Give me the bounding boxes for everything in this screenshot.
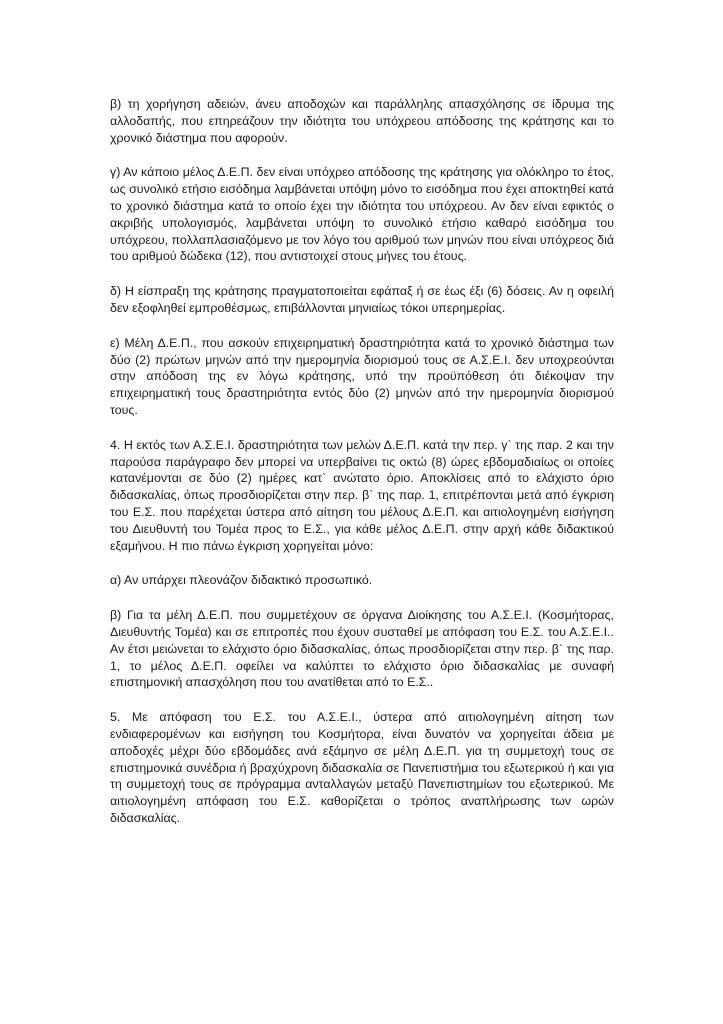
paragraph-delta-collection: δ) Η είσπραξη της κράτησης πραγματοποιείται εφάπαξ ή σε έως έξι (6) δόσεις. Αν η οφειλή δεν εξοφληθεί εμπροθέσμως, επιβάλλονται μηνιαίως τόκοι υπερημερίας.: [110, 284, 614, 315]
paragraph-beta-administration: β) Για τα μέλη Δ.Ε.Π. που συμμετέχουν σε όργανα Διοίκησης του Α.Σ.Ε.Ι. (Κοσμήτορας, Διευθυντής Τομέα) και σε επιτροπές που έχουν συσταθεί με απόφαση του Ε.Σ. του Α.Σ.Ε.Ι.. Αν έτσι μειώνεται το ελάχιστο όριο διδασκαλίας, όπως προσδιορίζεται στην περ. β` της παρ. 1, το μέλος Δ.Ε.Π. οφείλει να καλύπτει το ελάχιστο όριο διδασκαλίας με συναφή επιστημονική απασχόληση που του ανατίθεται από το Ε.Σ..: [110, 608, 614, 690]
document-page: [110, 96, 614, 827]
paragraph-epsilon-business: ε) Μέλη Δ.Ε.Π., που ασκούν επιχειρηματική δραστηριότητα κατά το χρονικό διάστημα των δύο (2) πρώτων μηνών από την ημερομηνία διορισμού τους σε Α.Σ.Ε.Ι. δεν υποχρεούνται στην απόδοση της εν λόγω κράτησης, υπό την προϋπόθεση ότι διέκοψαν την επιχειρηματική τους δραστηριότητα εντός δύο (2) μηνών από την ημερομηνία διορισμού τους.: [110, 335, 614, 417]
paragraph-beta-leave: β) τη χορήγηση αδειών, άνευ αποδοχών και παράλληλης απασχόλησης σε ίδρυμα της αλλοδαπής, που επηρεάζουν την ιδιότητα του υπόχρεου απόδοσης της κράτησης και το χρονικό διάστημα που αφορούν.: [110, 97, 614, 145]
paragraph-5-paid-leave: 5. Με απόφαση του Ε.Σ. του Α.Σ.Ε.Ι., ύστερα από αιτιολογημένη αίτηση των ενδιαφερομένων και εισήγηση του Κοσμήτορα, είναι δυνατόν να χορηγείται άδεια με αποδοχές μέχρι δύο εβδομάδες ανά εξάμηνο σε μέλη Δ.Ε.Π. για τη συμμετοχή τους σε επιστημονικά συνέδρια ή βραχύχρονη διδασκαλία σε Πανεπιστήμια του εξωτερικού ή και για τη συμμετοχή τους σε πρόγραμμα ανταλλαγών μεταξύ Πανεπιστημίων του εξωτερικού. Με αιτιολογημένη απόφαση του Ε.Σ. καθορίζεται ο τρόπος αναπλήρωσης των ωρών διδασκαλίας.: [110, 710, 614, 825]
paragraph-alpha-surplus-staff: α) Αν υπάρχει πλεονάζον διδακτικό προσωπικό.: [110, 573, 373, 588]
paragraph-gamma-income: γ) Αν κάποιο μέλος Δ.Ε.Π. δεν είναι υπόχρεο απόδοσης της κράτησης για ολόκληρο το έτος, ως συνολικό ετήσιο εισόδημα λαμβάνεται υπόψη μόνο το εισόδημα που έχει αποκτηθεί κατά το χρονικό διάστημα κατά το οποίο έχει την ιδιότητα του υπόχρεου. Αν δεν είναι εφικτός ο ακριβής υπολογισμός, λαμβάνεται υπόψη το συνολικό ετήσιο καθαρό εισόδημα του υπόχρεου, πολλαπλασιαζόμενο με τον λόγο του αριθμού των μηνών που είναι υπόχρεος διά του αριθμού δώδεκα (12), που αντιστοιχεί στους μήνες του έτους.: [110, 165, 614, 264]
paragraph-4-outside-activity: 4. Η εκτός των Α.Σ.Ε.Ι. δραστηριότητα των μελών Δ.Ε.Π. κατά την περ. γ` της παρ. 2 και την παρούσα παράγραφο δεν μπορεί να υπερβαίνει τις οκτώ (8) ώρες εβδομαδιαίως οι οποίες κατανέμονται σε δύο (2) ημέρες κατ` ανώτατο όριο. Αποκλίσεις από το ελάχιστο όριο διδασκαλίας, όπως προσδιορίζεται στην περ. β` της παρ. 1, επιτρέπονται μετά από έγκριση του Ε.Σ. που παρέχεται ύστερα από αίτηση του μέλους Δ.Ε.Π. και αιτιολογημένη εισήγηση του Διευθυντή του Τομέα προς το Ε.Σ., για κάθε μέλος Δ.Ε.Π. στην αρχή κάθε διδακτικού εξαμήνου. Η πιο πάνω έγκριση χορηγείται μόνο:: [110, 437, 614, 553]
